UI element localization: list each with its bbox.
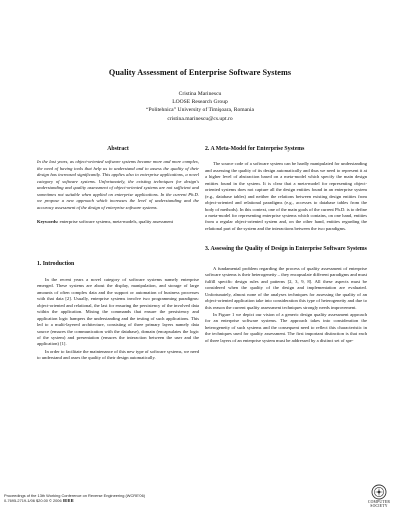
keywords-label: Keywords:	[37, 219, 59, 225]
footer-isbn-line	[4, 498, 145, 503]
footer-proceedings: Proceedings of the 13th Working Conference on Reverse Engineering (WCRE'06)	[4, 493, 146, 498]
page-footer	[4, 493, 145, 503]
keywords	[37, 219, 199, 225]
logo-word-computer: COMPUTER	[367, 500, 391, 504]
abstract-text: In the last years, as object-oriented software systems became more and more complex, the need of having tools that help us to understand and to assess the quality of their design has increased significantly. This applies also to enterprise applications, a novel category of software systems. Unfortunately, the existing techniques for design's understanding and quality assessment of object-oriented systems are not sufficient and sometimes not suitable when applied on enterprise applications. In the current Ph.D. we propose a new approach which increases the level of understanding and the accuracy assessment of the design of enterprise software systems.	[37, 159, 199, 210]
section-heading-meta-model: 2. A Meta-Model for Enterprise Systems	[205, 146, 305, 152]
section-body-quality	[205, 266, 367, 344]
paragraph: The source code of a software system can be hardly manipulated for understanding and assessing the quality of its design automatically and thus we need to represent it at a higher level of abstraction based on a meta-model which specify the main design entities found in the system. It is clear that a meta-model for representing object-oriented systems does not capture all the design entities found in an enterprise system (e.g., database tables) and neither the relations between existing design entities from object-oriented and relational paradigms (e.g., accesses to database tables from the body of methods). In this context, one of the main goals of the current Ph.D. is to define a meta-model for representing enterprise systems which contains, on one hand, entities from a regular object-oriented system and, on the other hand, entities regarding the relational part of the system and the interactions between the two paradigms.	[205, 161, 367, 231]
author-name: Cristina Marinescu	[178, 91, 222, 97]
keywords-text: enterprise software systems, meta-models, quality assessment	[59, 219, 174, 225]
paper-title: Quality Assessment of Enterprise Software Systems	[108, 68, 292, 77]
section-body-meta-model	[205, 161, 367, 232]
paragraph: A fundamental problem regarding the process of quality assessment of enterprise software systems is their heterogeneity – they encapsulate different paradigms and must fulfill specific design rules and patterns [2, 3, 9, 8]. All these aspects must be considered when the quality of the design and implementation are evaluated. Unfortunately, almost none of the analyses techniques for assessing the quality of an object-oriented application take into consideration this type of heterogeneity and due to this reason the current quality assessment techniques strongly needs improvement.	[205, 265, 367, 310]
footer-isbn: 0-7695-2719-1/06 $20.00	[4, 498, 48, 503]
left-column	[37, 146, 199, 362]
paragraph: In Figure 1 we depict our vision of a generic design quality assessment approach for an enterprise software systems. The approach takes into consideration the heterogeneity of such systems and the consequent need to reflect this characteristic in the techniques used for quality assessment. The first important distinction is that each of three layers of an enterprise system must be addressed by a distinct set of spe-	[205, 311, 367, 343]
footer-publisher: IEEE	[62, 498, 74, 503]
author-block	[0, 90, 400, 123]
footer-copyright: © 2006	[49, 498, 62, 503]
logo-word-society: SOCIETY	[370, 504, 388, 509]
author-affiliation: “Politehnica” University of Timişoara, Romania	[146, 107, 254, 114]
paragraph: In order to facilitate the maintenance of this new type of software systems, we need to understand and asses the quality of their design automatically.	[37, 348, 199, 361]
section-heading-quality: 3. Assessing the Quality of Design in Enterprise Software Systems	[205, 246, 367, 253]
abstract-heading: Abstract	[107, 146, 129, 152]
section-body-introduction	[37, 277, 199, 362]
author-email: cristina.marinescu@cs.upt.ro	[167, 115, 233, 122]
computer-society-logo-icon	[371, 484, 387, 500]
right-column	[205, 146, 367, 344]
paragraph: In the recent years a novel category of software systems namely enterprise emerged. These systems are about the display, manipulation, and storage of large amounts of often complex data and the support or automation of business processes with that data [2]. Usually, enterprise systems involve two programming paradigms: object-oriented and relational, the last for ensuring the persistency of the involved data within the application. Mixing the commands that ensure the persistency and application logic hampers the understanding and the testing of such applications. This led to a multi-layered architecture, consisting of three primary layers namely data source (ensures the communication with the database), domain (encapsulates the logic of the system) and presentation (ensures the interaction between the user and the application) [1].	[37, 276, 199, 347]
author-group: LOOSE Research Group	[172, 99, 228, 106]
section-heading-introduction: 1. Introduction	[37, 261, 75, 268]
computer-society-logo	[363, 484, 395, 514]
